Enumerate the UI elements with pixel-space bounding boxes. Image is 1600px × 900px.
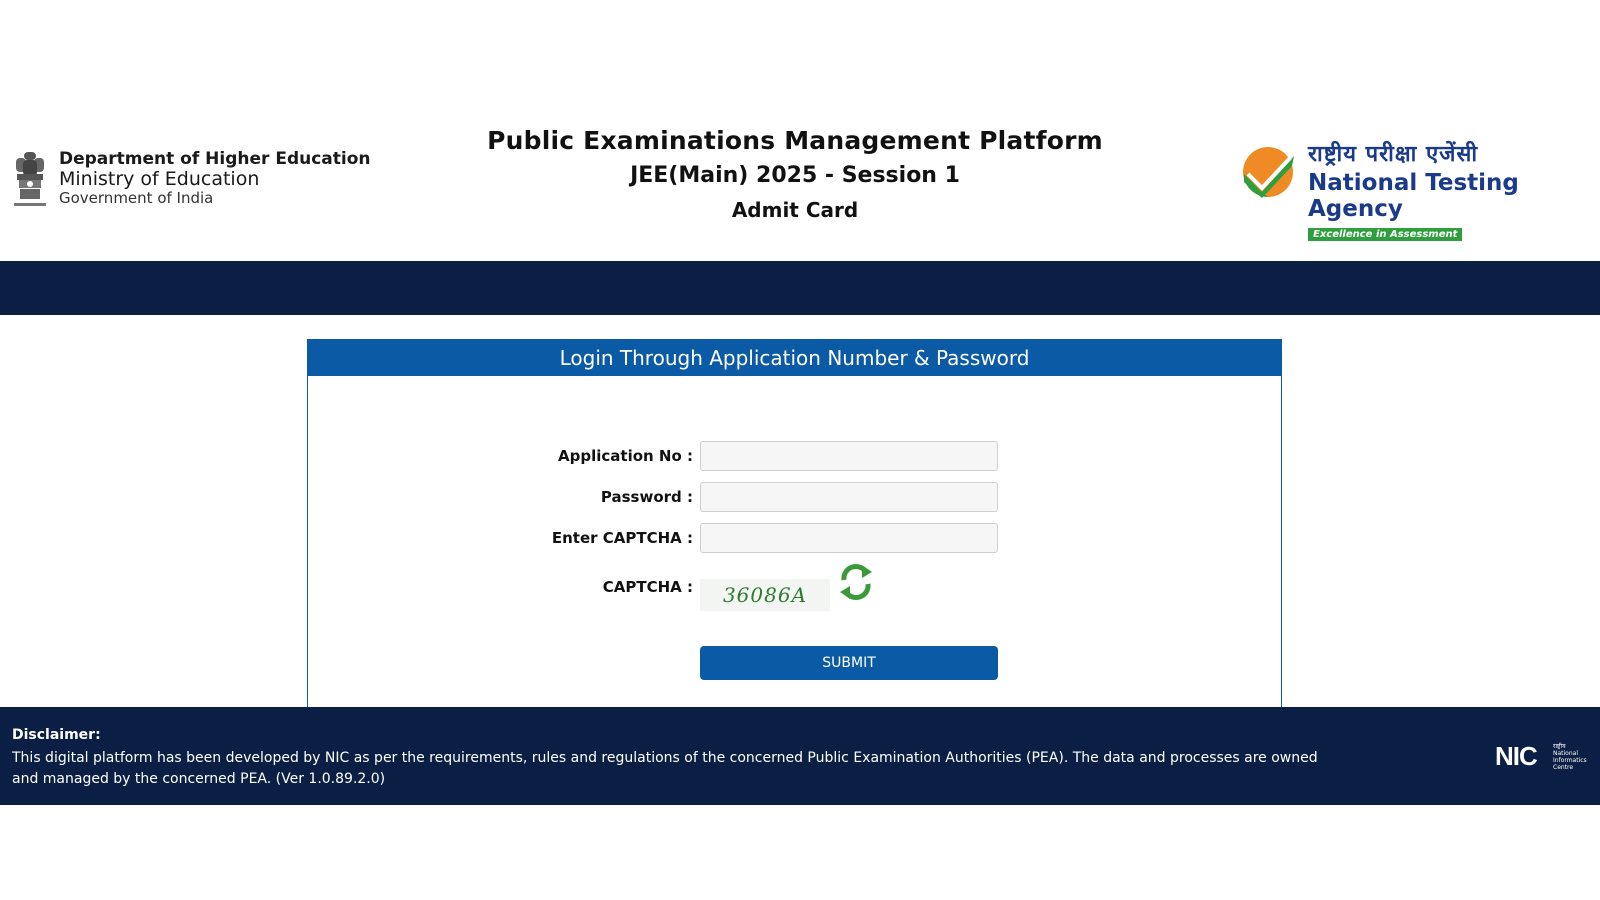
agency-tagline: Excellence in Assessment: [1308, 228, 1462, 241]
password-label: Password :: [600, 488, 693, 506]
page-header: [0, 100, 1600, 260]
login-panel-title: Login Through Application Number & Password: [308, 340, 1281, 376]
captcha-image: 36086A: [700, 579, 830, 611]
title-block: [430, 126, 1160, 222]
page-title: Public Examinations Management Platform: [487, 126, 1103, 155]
disclaimer-footer: [0, 707, 1600, 805]
captcha-label: CAPTCHA :: [602, 578, 693, 596]
page-name: Admit Card: [731, 198, 859, 222]
application-label: Application No :: [558, 447, 693, 465]
agency-name-english: National Testing Agency: [1308, 170, 1519, 222]
government-name: Government of India: [59, 189, 214, 208]
nic-logo: [1495, 741, 1587, 771]
national-emblem-icon: [10, 150, 50, 212]
ministry-name: Ministry of Education: [59, 168, 260, 191]
submit-button[interactable]: SUBMIT: [700, 646, 998, 680]
nic-logo-small-text: राष्ट्रीय National Informatics Centre: [1553, 743, 1587, 771]
application-number-input[interactable]: [700, 441, 998, 471]
exam-subtitle: JEE(Main) 2025 - Session 1: [630, 163, 960, 188]
captcha-input[interactable]: [700, 523, 998, 553]
captcha-input-row: [308, 523, 1283, 553]
login-panel: [307, 339, 1282, 709]
application-row: [308, 441, 1283, 471]
nic-logo-text: NIC: [1495, 741, 1537, 771]
nta-logo-icon: [1240, 144, 1296, 200]
password-input[interactable]: [700, 482, 998, 512]
password-row: [308, 482, 1283, 512]
captcha-input-label: Enter CAPTCHA :: [551, 529, 693, 547]
dept-name: Department of Higher Education: [59, 149, 371, 169]
department-block: [59, 150, 371, 207]
disclaimer-text: This digital platform has been developed by NIC as per the requirements, rules and regulations of the concerned Public Examination Authorities (PEA). The data and processes are owned and managed by the concerned PEA. (Ver 1.0.89.2.0): [12, 750, 1318, 787]
nta-brand: [1308, 138, 1600, 241]
disclaimer-title: Disclaimer:: [12, 727, 101, 743]
agency-name-hindi: राष्ट्रीय परीक्षा एजेंसी: [1308, 142, 1479, 167]
refresh-icon[interactable]: [836, 562, 876, 602]
nav-band: [0, 261, 1600, 315]
